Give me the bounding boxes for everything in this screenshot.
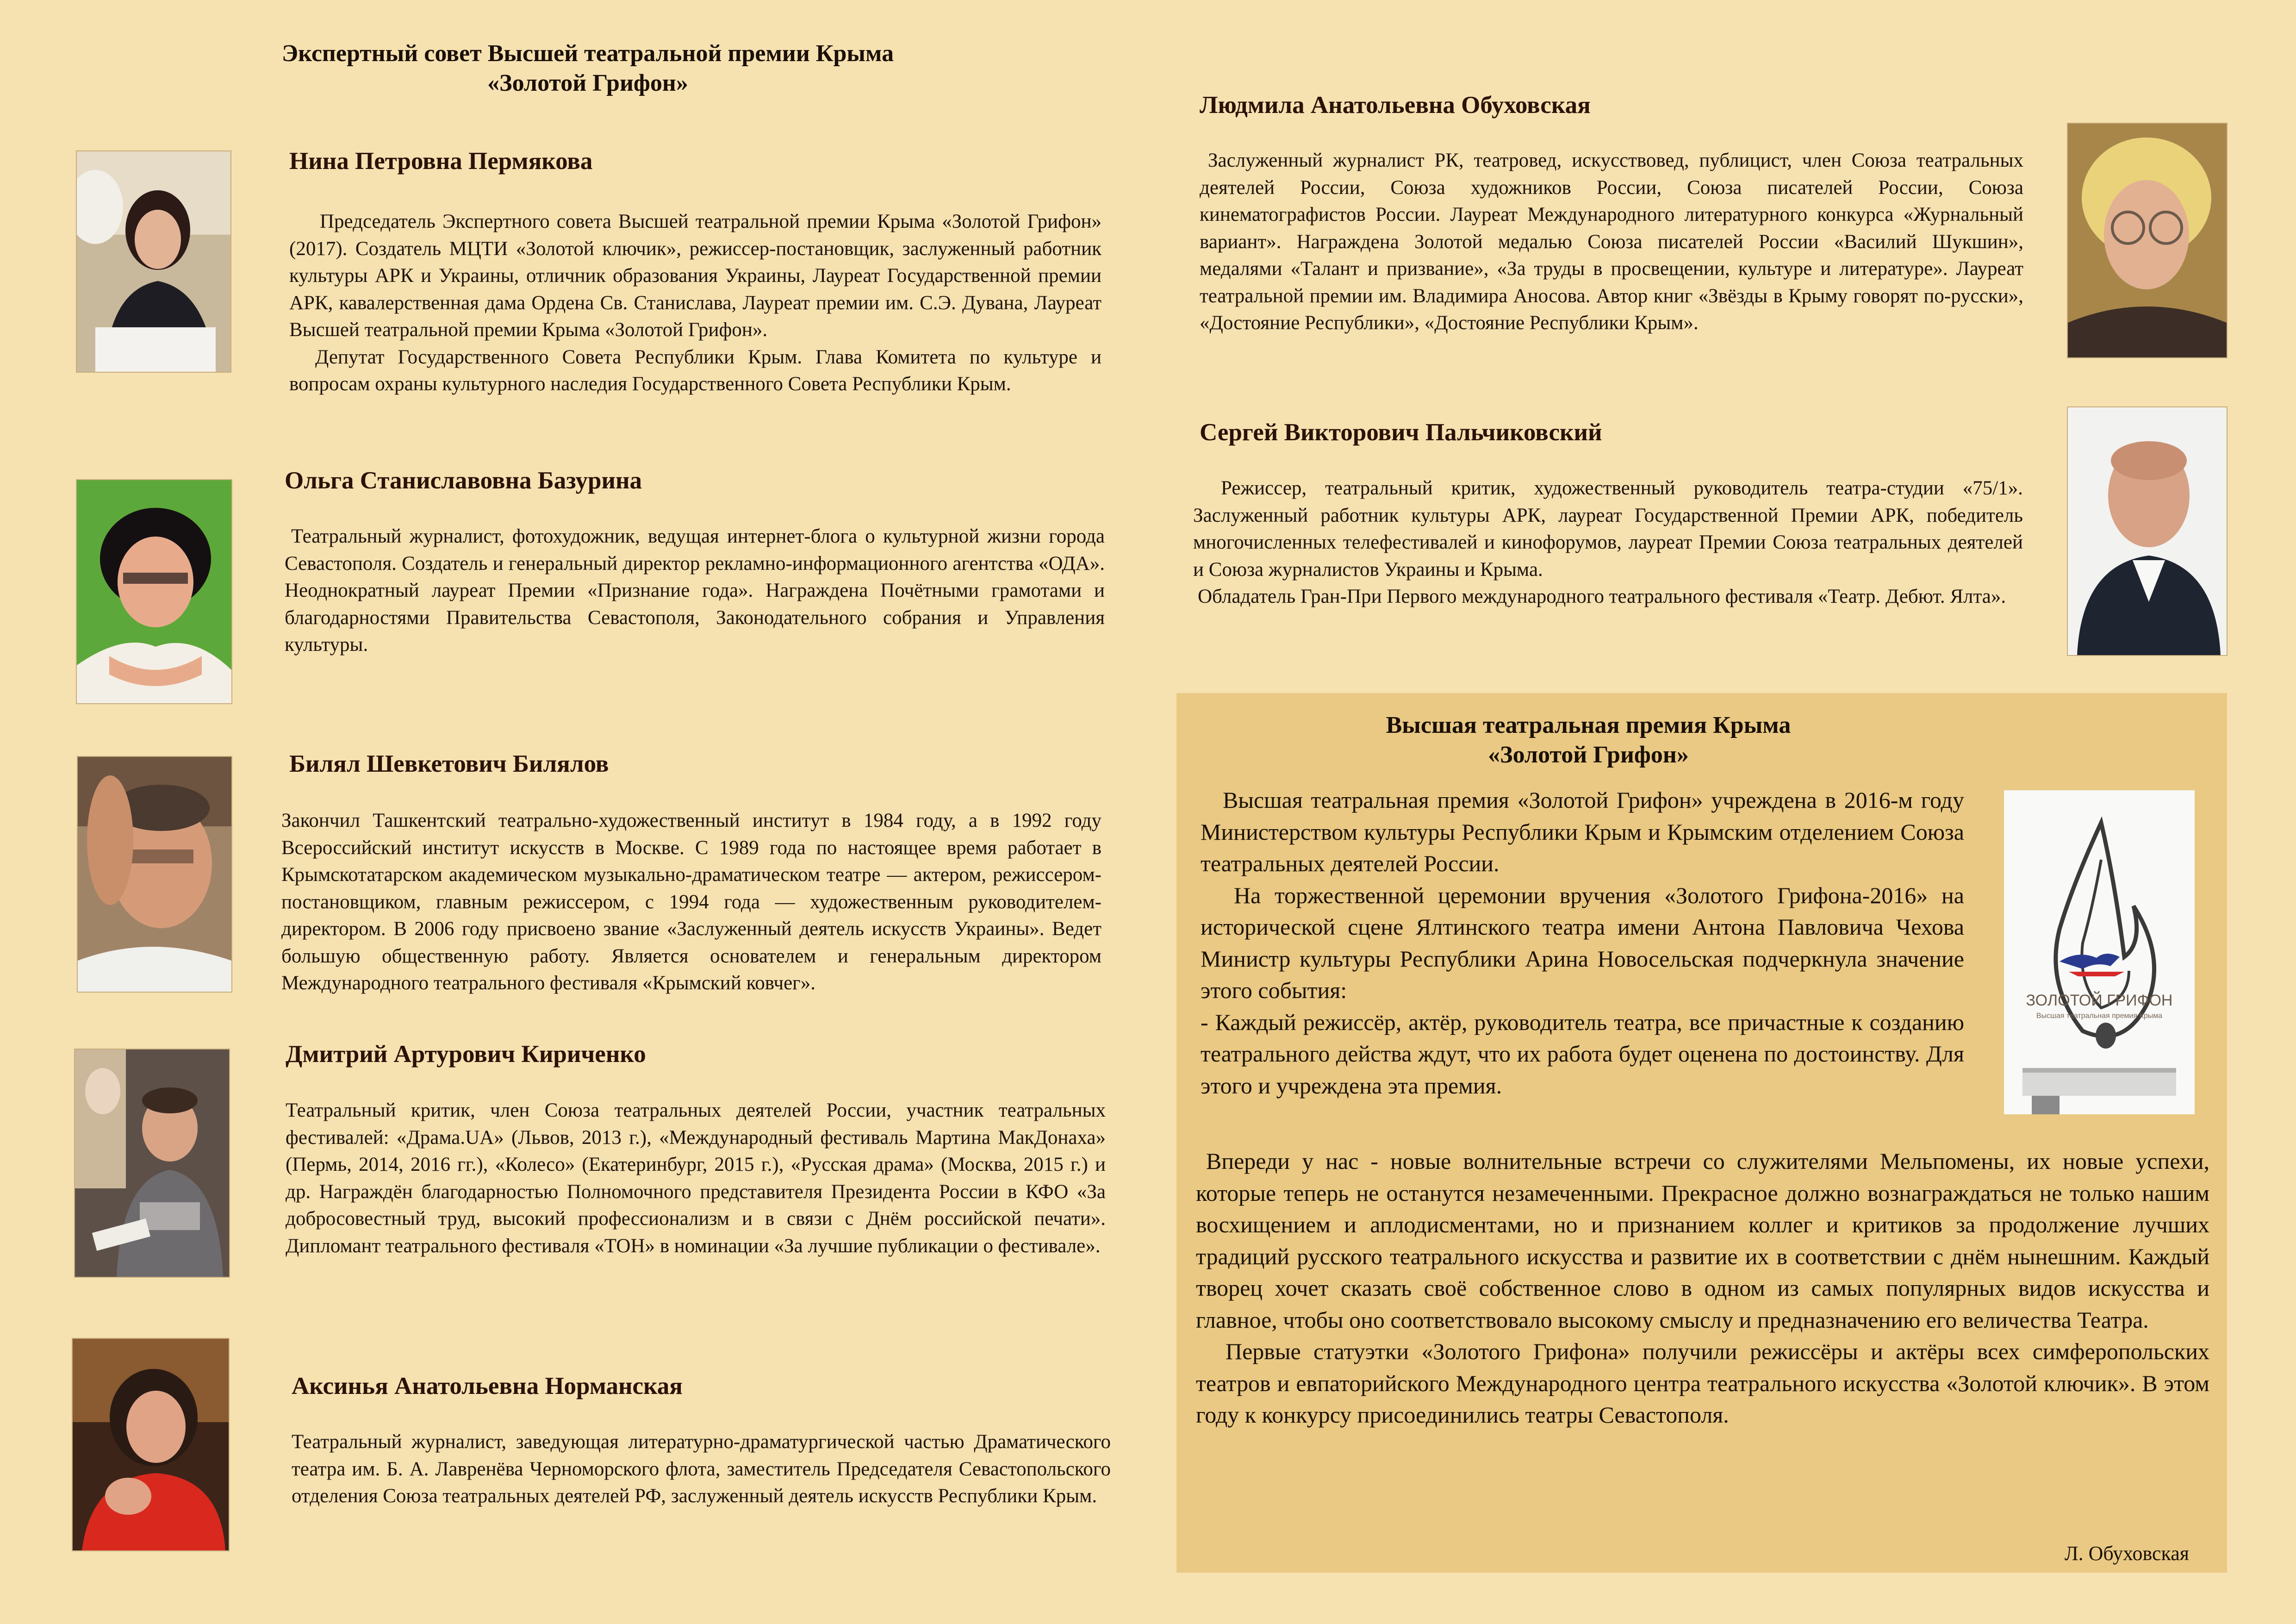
member-name: Людмила Анатольевна Обуховская [1200,92,1591,119]
bio-paragraph: Режиссер, театральный критик, художественный руководитель театра-студии «75/1». Заслуженный работник культуры АРК, лауреат Государственной Премии АРК, победитель многочисленных телефестивалей и кинофорумов, лауреат Премии Союза театральных деятелей и Союза журналистов Украины и Крыма. [1193,477,2023,581]
member-bio [289,208,1101,398]
member-bio [1200,147,2023,337]
statuette-image [2004,790,2195,1114]
award-title-line1: Высшая театральная премия Крыма [1386,712,1791,738]
statuette-sublabel: Высшая театральная премия Крыма [2036,1012,2163,1020]
award-section [1176,693,2227,1573]
portrait-permyakova [76,150,231,373]
council-title [157,39,1018,98]
bio-paragraph: Обладатель Гран-При Первого международного театрального фестиваля «Театр. Дебют. Ялта». [1198,586,2006,607]
member-name: Нина Петровна Пермякова [289,148,593,175]
award-text-wrapped [1201,784,1964,1101]
council-title-line2: «Золотой Грифон» [487,70,688,96]
signature: Л. Обуховская [2064,1542,2189,1565]
bio-paragraph: Заслуженный журналист РК, театровед, искусствовед, публицист, член Союза театральных деятелей России, Союза художников России, Союза писателей России, Союза кинематографистов России. Лауреат Международного литературного конкурса «Журнальный вариант». Награждена Золотой медалью Союза писателей России «Василий Шукшин», медалями «Талант и призвание», «За труды в просвещении, культуре и литературе». Лауреат театральной премии им. Владимира Аносова. Автор книг «Звёзды в Крыму говорят по-русски», «Достояние Республики», «Достояние Республики Крым». [1200,150,2023,334]
bio-paragraph: Театральный журналист, заведующая литературно-драматургической частью Драматического театра им. Б. А. Лавренёва Черноморского флота, заместитель Председателя Севастопольского отделения Союза театральных деятелей РФ, заслуженный деятель искусств Республики Крым. [292,1431,1111,1507]
council-title-line1: Экспертный совет Высшей театральной премии Крыма [281,40,894,67]
member-name: Сергей Викторович Пальчиковский [1200,419,1602,446]
portrait-palchikovsky [2067,406,2228,656]
member-bio [1193,475,2023,611]
award-title [1176,711,2000,770]
award-paragraph: Впереди у нас - новые волнительные встречи со служителями Мельпомены, их новые успехи, которые теперь не останутся незамеченными. Прекрасное должно вознаграждаться не только нашим восхищением и аплодисментами, но и признанием коллег и критиков за продолжение лучших традиций русского театрального искусства и развитие их в соответствии с днём нынешним. Каждый творец хочет сказать своё собственное слово в одном из самых популярных видов искусства и главное, чтобы оно соответствовало высокому смыслу и предназначению его величества Театра. [1196,1148,2209,1333]
member-bio [292,1429,1111,1510]
portrait-normanskaya [72,1338,230,1551]
bio-paragraph: Председатель Экспертного совета Высшей театральной премии Крыма «Золотой Грифон» (2017). Создатель МЦТИ «Золотой ключик», режиссер-постановщик, заслуженный работник культуры АРК и Украины, отличник образования Украины, Лауреат Государственной премии АРК, кавалерственная дама Ордена Св. Станислава, Лауреат премии им. С.Э. Дувана, Лауреат Высшей театральной премии Крыма «Золотой Грифон». [289,211,1101,341]
portrait-kirichenko [74,1049,230,1278]
award-text-full [1196,1145,2209,1431]
award-paragraph: На торжественной церемонии вручения «Золотого Грифона-2016» на исторической сцене Ялтинского театра имени Антона Павловича Чехова Министр культуры Республики Арина Новосельская подчеркнула значение этого события: [1201,882,1964,1003]
bio-paragraph: Закончил Ташкентский театрально-художественный институт в 1984 году, а в 1992 году Всероссийский институт искусств в Москве. С 1989 года по настоящее время работает в Крымскотатарском академическом музыкально-драматическом театре — актером, режиссером-постановщиком, главным режиссером, с 1994 года — художественным руководителем-директором. В 2006 году присвоено звание «Заслуженный деятель искусств Украины». Ведет большую общественную работу. Является основателем и генеральным директором Международного театрального фестиваля «Крымский ковчег». [281,810,1101,994]
bio-paragraph: Депутат Государственного Совета Республики Крым. Глава Комитета по культуре и вопросам охраны культурного наследия Государственного Совета Республики Крым. [289,346,1101,395]
award-title-line2: «Золотой Грифон» [1488,742,1689,768]
member-name: Билял Шевкетович Билялов [289,750,609,777]
member-name: Аксинья Анатольевна Норманская [292,1373,683,1399]
portrait-bazurina [76,479,232,704]
bio-paragraph: Театральный критик, член Союза театральных деятелей России, участник театральных фестивалей: «Драма.UA» (Львов, 2013 г.), «Международный фестиваль Мартина МакДонаха» (Пермь, 2014, 2016 гг.), «Колесо» (Екатеринбург, 2015 г.), «Русская драма» (Москва, 2015 г.) и др. Награждён благодарностью Полномочного представителя Президента России в КФО «За добросовестный труд, высокий профессионализм и в связи с Днём российской печати». Дипломант театрального фестиваля «ТОН» в номинации «За лучшие публикации о фестивале». [286,1099,1106,1257]
bio-paragraph: Театральный журналист, фотохудожник, ведущая интернет-блога о культурной жизни города Севастополя. Создатель и генеральный директор рекламно-информационного агентства «ОДА». Неоднократный лауреат Премии «Признание года». Награждена Почётными грамотами и благодарностями Правительства Севастополя, Законодательного собрания и Управления культуры. [285,525,1105,656]
award-paragraph: - Каждый режиссёр, актёр, руководитель театра, все причастные к созданию театрального действа ждут, что их работа будет оценена по достоинству. Для этого и учреждена эта премия. [1201,1009,1964,1099]
statuette-label: ЗОЛОТОЙ ГРИФОН [2026,992,2173,1009]
member-bio [286,1097,1106,1260]
award-paragraph: Первые статуэтки «Золотого Грифона» получили режиссёры и актёры всех симферопольских театров и евпаторийского Международного центра театрального искусства «Золотой ключик». В этом году к конкурсу присоединились театры Севастополя. [1196,1338,2209,1428]
portrait-bilyalov [77,756,232,993]
award-paragraph: Высшая театральная премия «Золотой Грифон» учреждена в 2016-м году Министерством культуры Республики Крым и Крымским отделением Союза театральных деятелей России. [1201,787,1964,876]
member-bio [285,523,1105,659]
member-name: Дмитрий Артурович Кириченко [286,1041,646,1068]
portrait-obukhovskaya [2067,123,2228,358]
member-name: Ольга Станиславовна Базурина [285,467,642,494]
member-bio [281,807,1101,997]
